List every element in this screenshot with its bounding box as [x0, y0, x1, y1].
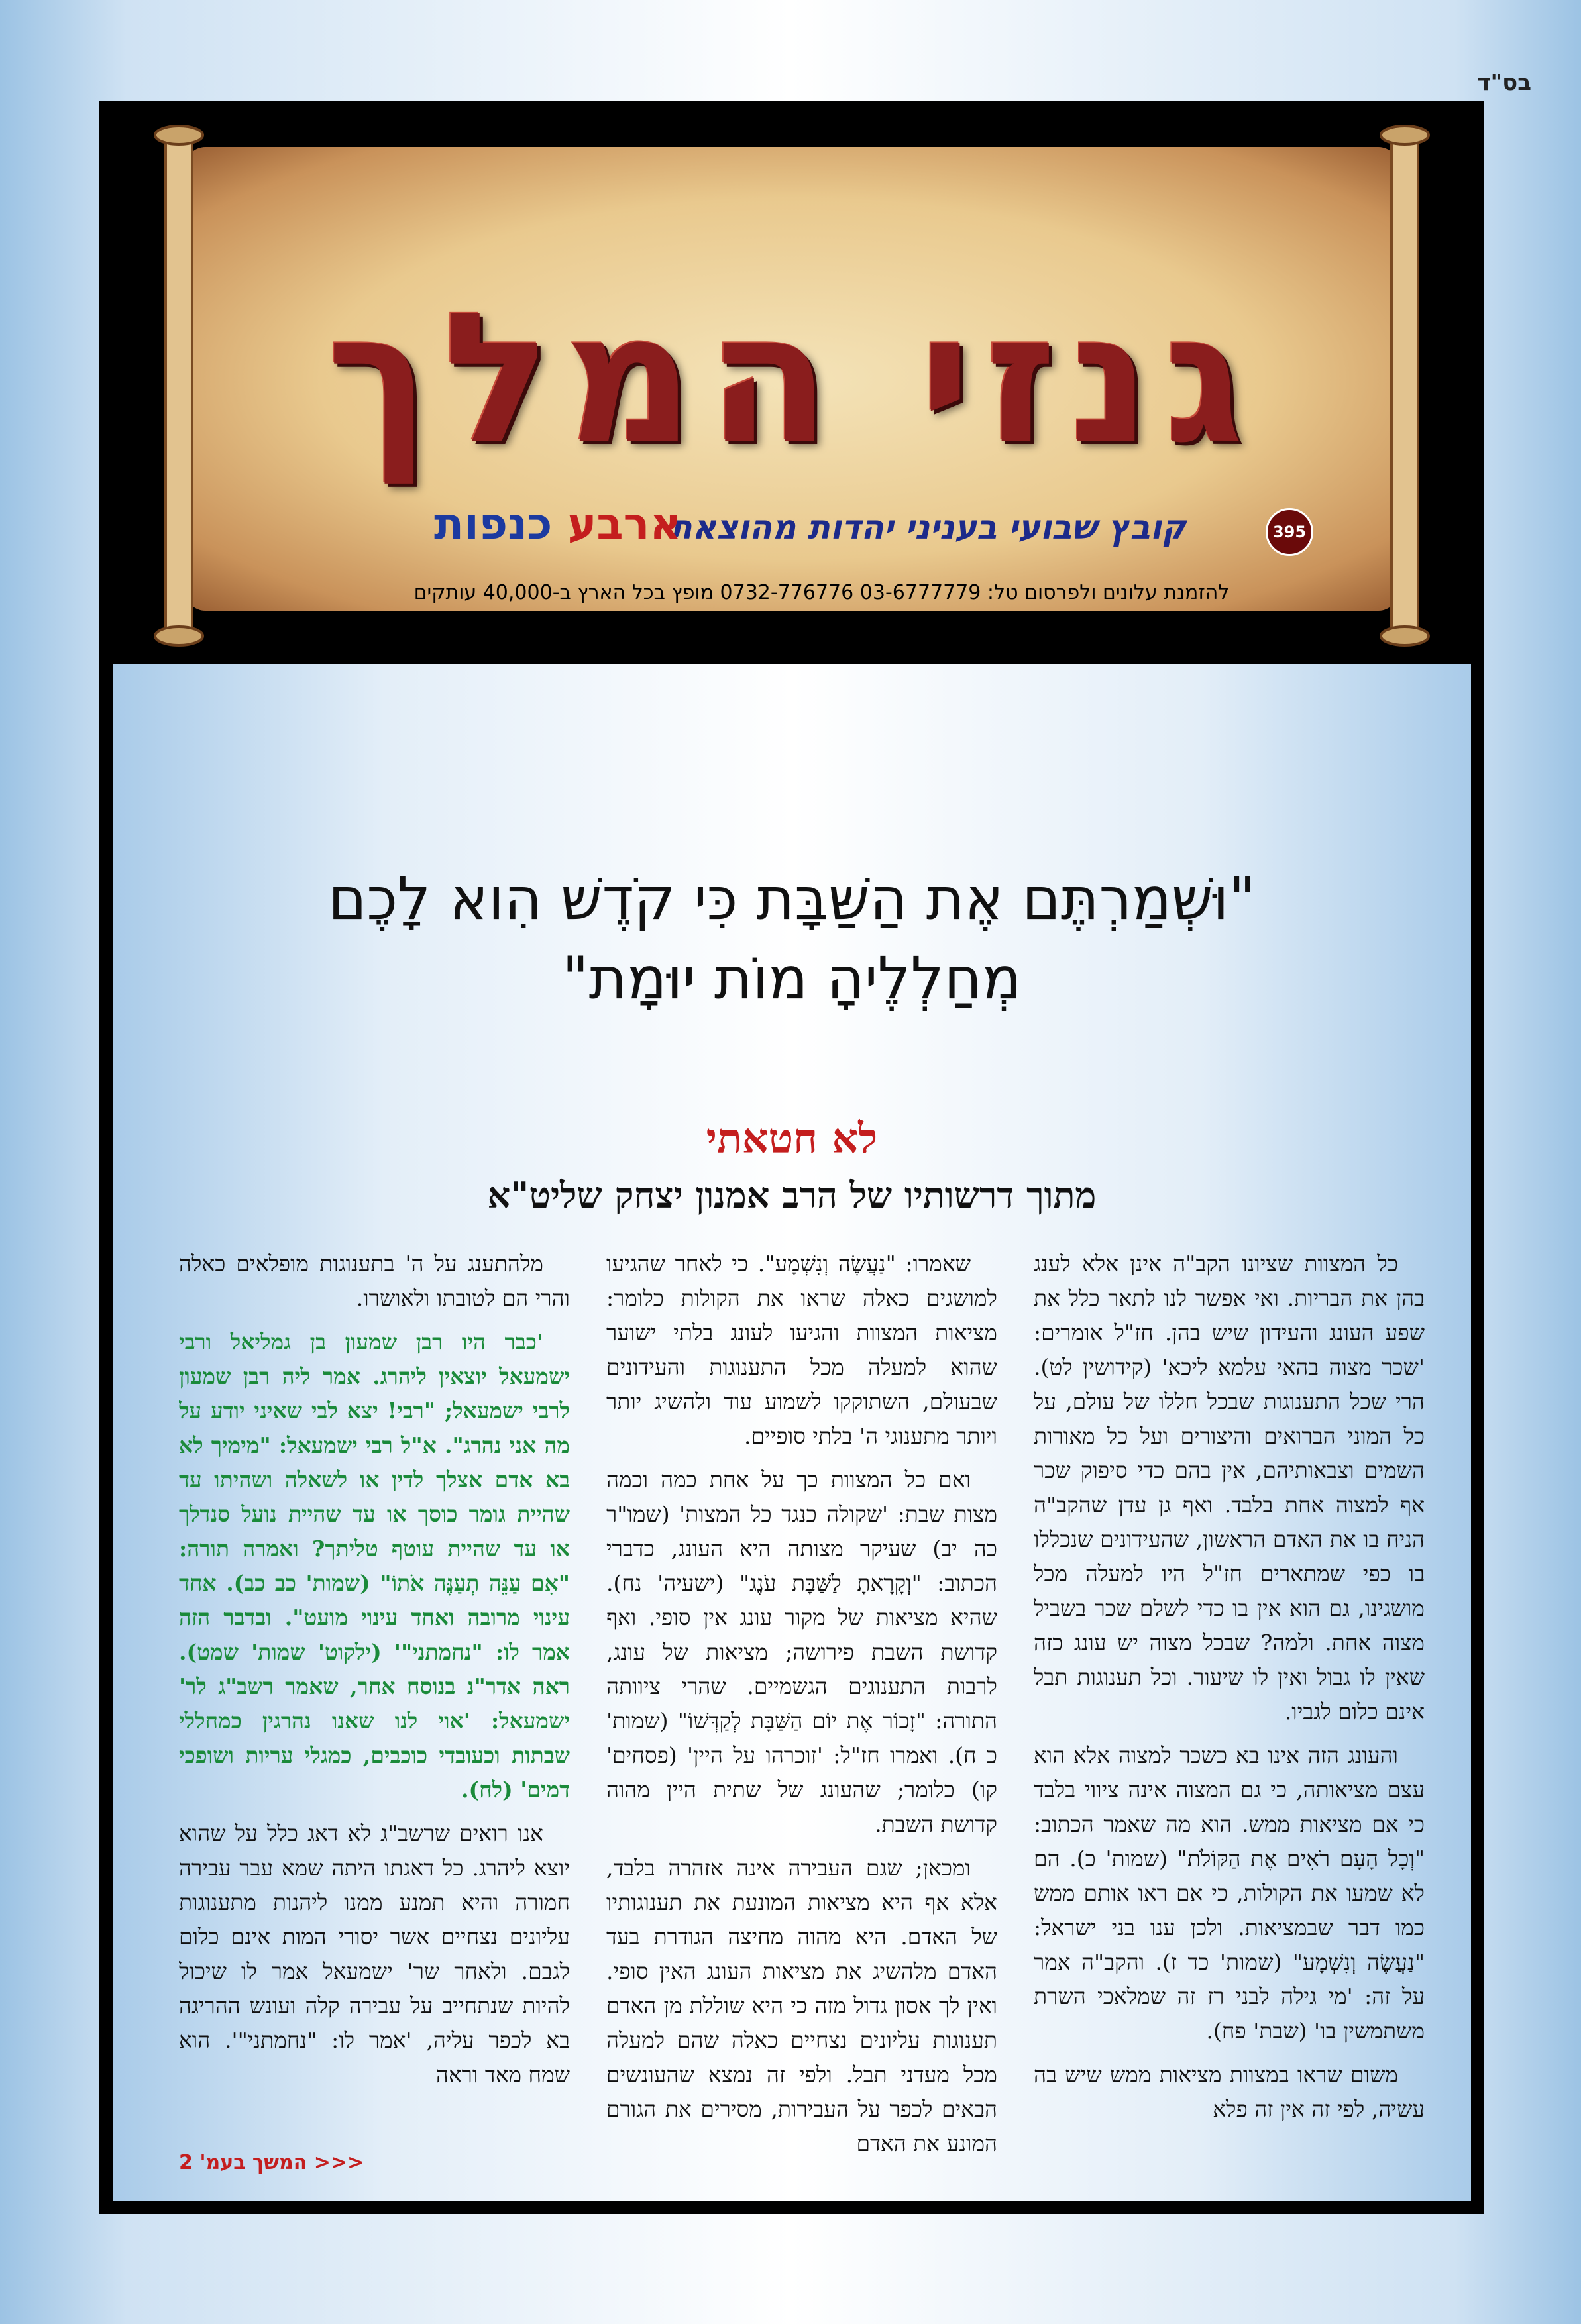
paragraph: ומכאן; שגם העבירה אינה אזהרה בלבד, אלא אף היא מציאות המונעת את תענוגותיו של האדם. היא מהוה מחיצה הגודרת בעד האדם מלהשיג את מציאות העונג האין סופי. ואין לך אסון גדול מזה כי היא שוללת מן האדם תענוגות עליונים נצחיים כאלה שהם למעלה מכל מעדני תבל. ולפי זה נמצא שהעונשים הבאים לכפר על העבירות, מסירים את הגורם המונע את האדם — [606, 1855, 997, 2156]
issue-number-badge: 395 — [1266, 508, 1313, 556]
continued-link[interactable]: <<< המשך בעמ' 2 — [179, 2151, 364, 2174]
scroll-header — [139, 121, 1445, 651]
bsd-mark: בס"ד — [1477, 70, 1531, 96]
article-column-3 — [179, 1247, 570, 2188]
paragraph: אנו רואים שרשב"ג לא דאג כלל על שהוא יוצא ליהרג. כל דאגתו היתה שמא עבר עבירה חמורה והיא תמנע ממנו ליהנות מתענוגות עליונים נצחיים אשר יסורי המות אינם כלום לגבם. ולאחר שר' ישמעאל אמר לו שיכול להיות שנתחייב על עבירה קלה ועונש ההריגה בא לכפר עליה, 'אמר לו: "נחמתני"'. הוא שמח מאד וראה — [179, 1821, 570, 2087]
scroll-rod-right-icon — [1365, 121, 1445, 651]
paragraph: והעונג הזה אינו בא כשכר למצוה אלא הוא עצם מציאותה, כי גם המצוה אינה ציווי בלבד כי אם מציאות ממש. הוא מה שאמר הכתוב: "וְכָל הָעָם רֹאִים אֶת הַקּוֹלֹת" (שמות' כ). הם לא שמעו את הקולות, כי אם ראו אותם ממש כמו דבר שבמציאות. ולכן ענו בני ישראל: "נַעֲשֶׂה וְנִשְׁמָע" (שמות' כד ז). והקב"ה אמר על זה: 'מי גילה לבני רז זה שמלאכי השרת משתמשין בו' (שבת' פח). — [1034, 1742, 1425, 2044]
article-panel — [113, 664, 1471, 2201]
newsletter-subtitle: קובץ שבועי בעניני יהדות מהוצאת — [669, 508, 1186, 547]
verse-line-2: מְחַלְלֶיהָ מוֹת יוּמָת" — [562, 944, 1022, 1012]
newsletter-title: גנזי המלך — [326, 274, 1258, 483]
article-heading: לא חטאתי — [706, 1114, 878, 1163]
scroll-rod-left-icon — [139, 121, 219, 651]
verse-line-1: "וּשְׁמַרְתֶּם אֶת הַשַּׁבָּת כִּי קֹדֶשׁ הִוא לָכֶם — [328, 865, 1256, 933]
paragraph: מלהתענג על ה' בתענוגות מופלאים כאלה והרי הם לטובתו ולאושרו. — [179, 1251, 570, 1311]
publisher-logo-word-2: כנפות — [434, 498, 553, 549]
article-column-1 — [1034, 1247, 1425, 2188]
paragraph: ואם כל המצוות כך על אחת כמה וכמה מצות שבת: 'שקולה כנגד כל המצות' (שמו"ר כה יב) שעיקר מצותה היא העונג, כדברי הכתוב: "וְקָרָאתָ לַשַּׁבָּת עֹנֶג" (ישעיה' נח). שהיא מציאות של מקור עונג אין סופי. ואף קדושת השבת פירושה; מציאות של עונג, לרבות התענוגים הגשמיים. שהרי ציוותה התורה: "זָכוֹר אֶת יוֹם הַשַּׁבָּת לְקַדְּשׁוֹ" (שמות' כ ח). ואמרו חז"ל: 'זוכרהו על היין' (פסחים' קו) כלומר; שהעונג של שתית היין מהוה קדושת השבת. — [606, 1467, 997, 1837]
publisher-logo-word-1: ארבע — [567, 498, 682, 549]
contact-line: להזמנת עלונים ולפרסום טל: 03-6777779 0732-776776 מופץ בכל הארץ ב-40,000 עותקים — [413, 581, 1230, 604]
article-byline: מתוך דרשותיו של הרב אמנון יצחק שליט"א — [487, 1174, 1097, 1216]
paragraph: שאמרו: "נַעֲשֶׂה וְנִשְׁמָע". כי לאחר שהגיעו למושגים כאלה שראו את הקולות כלומר: מציאות המצוות והגיעו לעונג בלתי ישוער שהוא למעלה מכל התענוגות והעידונים שבעולם, השתוקקו לשמוע עוד ולהשיג יותר ויותר מתענוגי ה' בלתי סופיים. — [606, 1251, 997, 1449]
article-column-2 — [606, 1247, 997, 2188]
paragraph: משום שראו במצוות מציאות ממש שיש בה עשיה, לפי זה אין זה פלא — [1034, 2062, 1425, 2122]
paragraph: 'כבר היו רבן שמעון בן גמליאל ורבי ישמעאל יוצאין ליהרג. אמר ליה רבן שמעון לרבי ישמעאל; "רבי! יצא לבי שאיני יודע על מה אני נהרג". א"ל רבי ישמעאל: "מימיך לא בא אדם אצלך לדין או לשאלה ושהיתו עד שהיית גומר כוסך או עד שהיית נועל סנדלך או עד שהיית עוטף טליתך? ואמרה תורה: "אִם עַנֵּה תְעַנֶּה אֹתוֹ" (שמות' כב כב). אחד עינוי מרובה ואחד עינוי מועט". ובדבר הזה אמר לו: "נחמתני"' (ילקוט' שמות' שמט). ראה אדר"נ בנוסח אחר, שאמר רשב"ג לר' ישמעאל: 'אוי לנו שאנו נהרגין כמחללי שבתות וכעובדי כוכבים, כמגלי עריות ושופכי דמים' (לח). — [179, 1329, 570, 1803]
page-frame — [99, 101, 1484, 2214]
publisher-logo — [434, 498, 681, 549]
paragraph: כל המצוות שציונו הקב"ה אינן אלא לענג בהן את הבריות. ואי אפשר לנו לתאר כלל את שפע העונג והעידון שיש בהן. חז"ל אומרים: 'שכר מצוה בהאי עלמא ליכא' (קידושין לט). הרי שכל התענוגות שבכל חללו של עולם, על כל המוני הברואים והיצורים ועל כל מאורות השמים וצבאותיהם, אין בהם כדי סיפוק שכר אף למצוה אחת בלבד. ואף גן עדן שהקב"ה הניח בו את האדם הראשון, שהעידונים שנכללו בו כפי שמתארים חז"ל היו למעלה מכל מושגינו, גם הוא אין בו כדי לשלם שכר בשביל מצוה אחת. ולמה? שבכל מצוה יש עונג כזה שאין לו גבול ואין לו שיעור. וכל תענוגות תבל אינם כלום לגביו. — [1034, 1251, 1425, 1724]
